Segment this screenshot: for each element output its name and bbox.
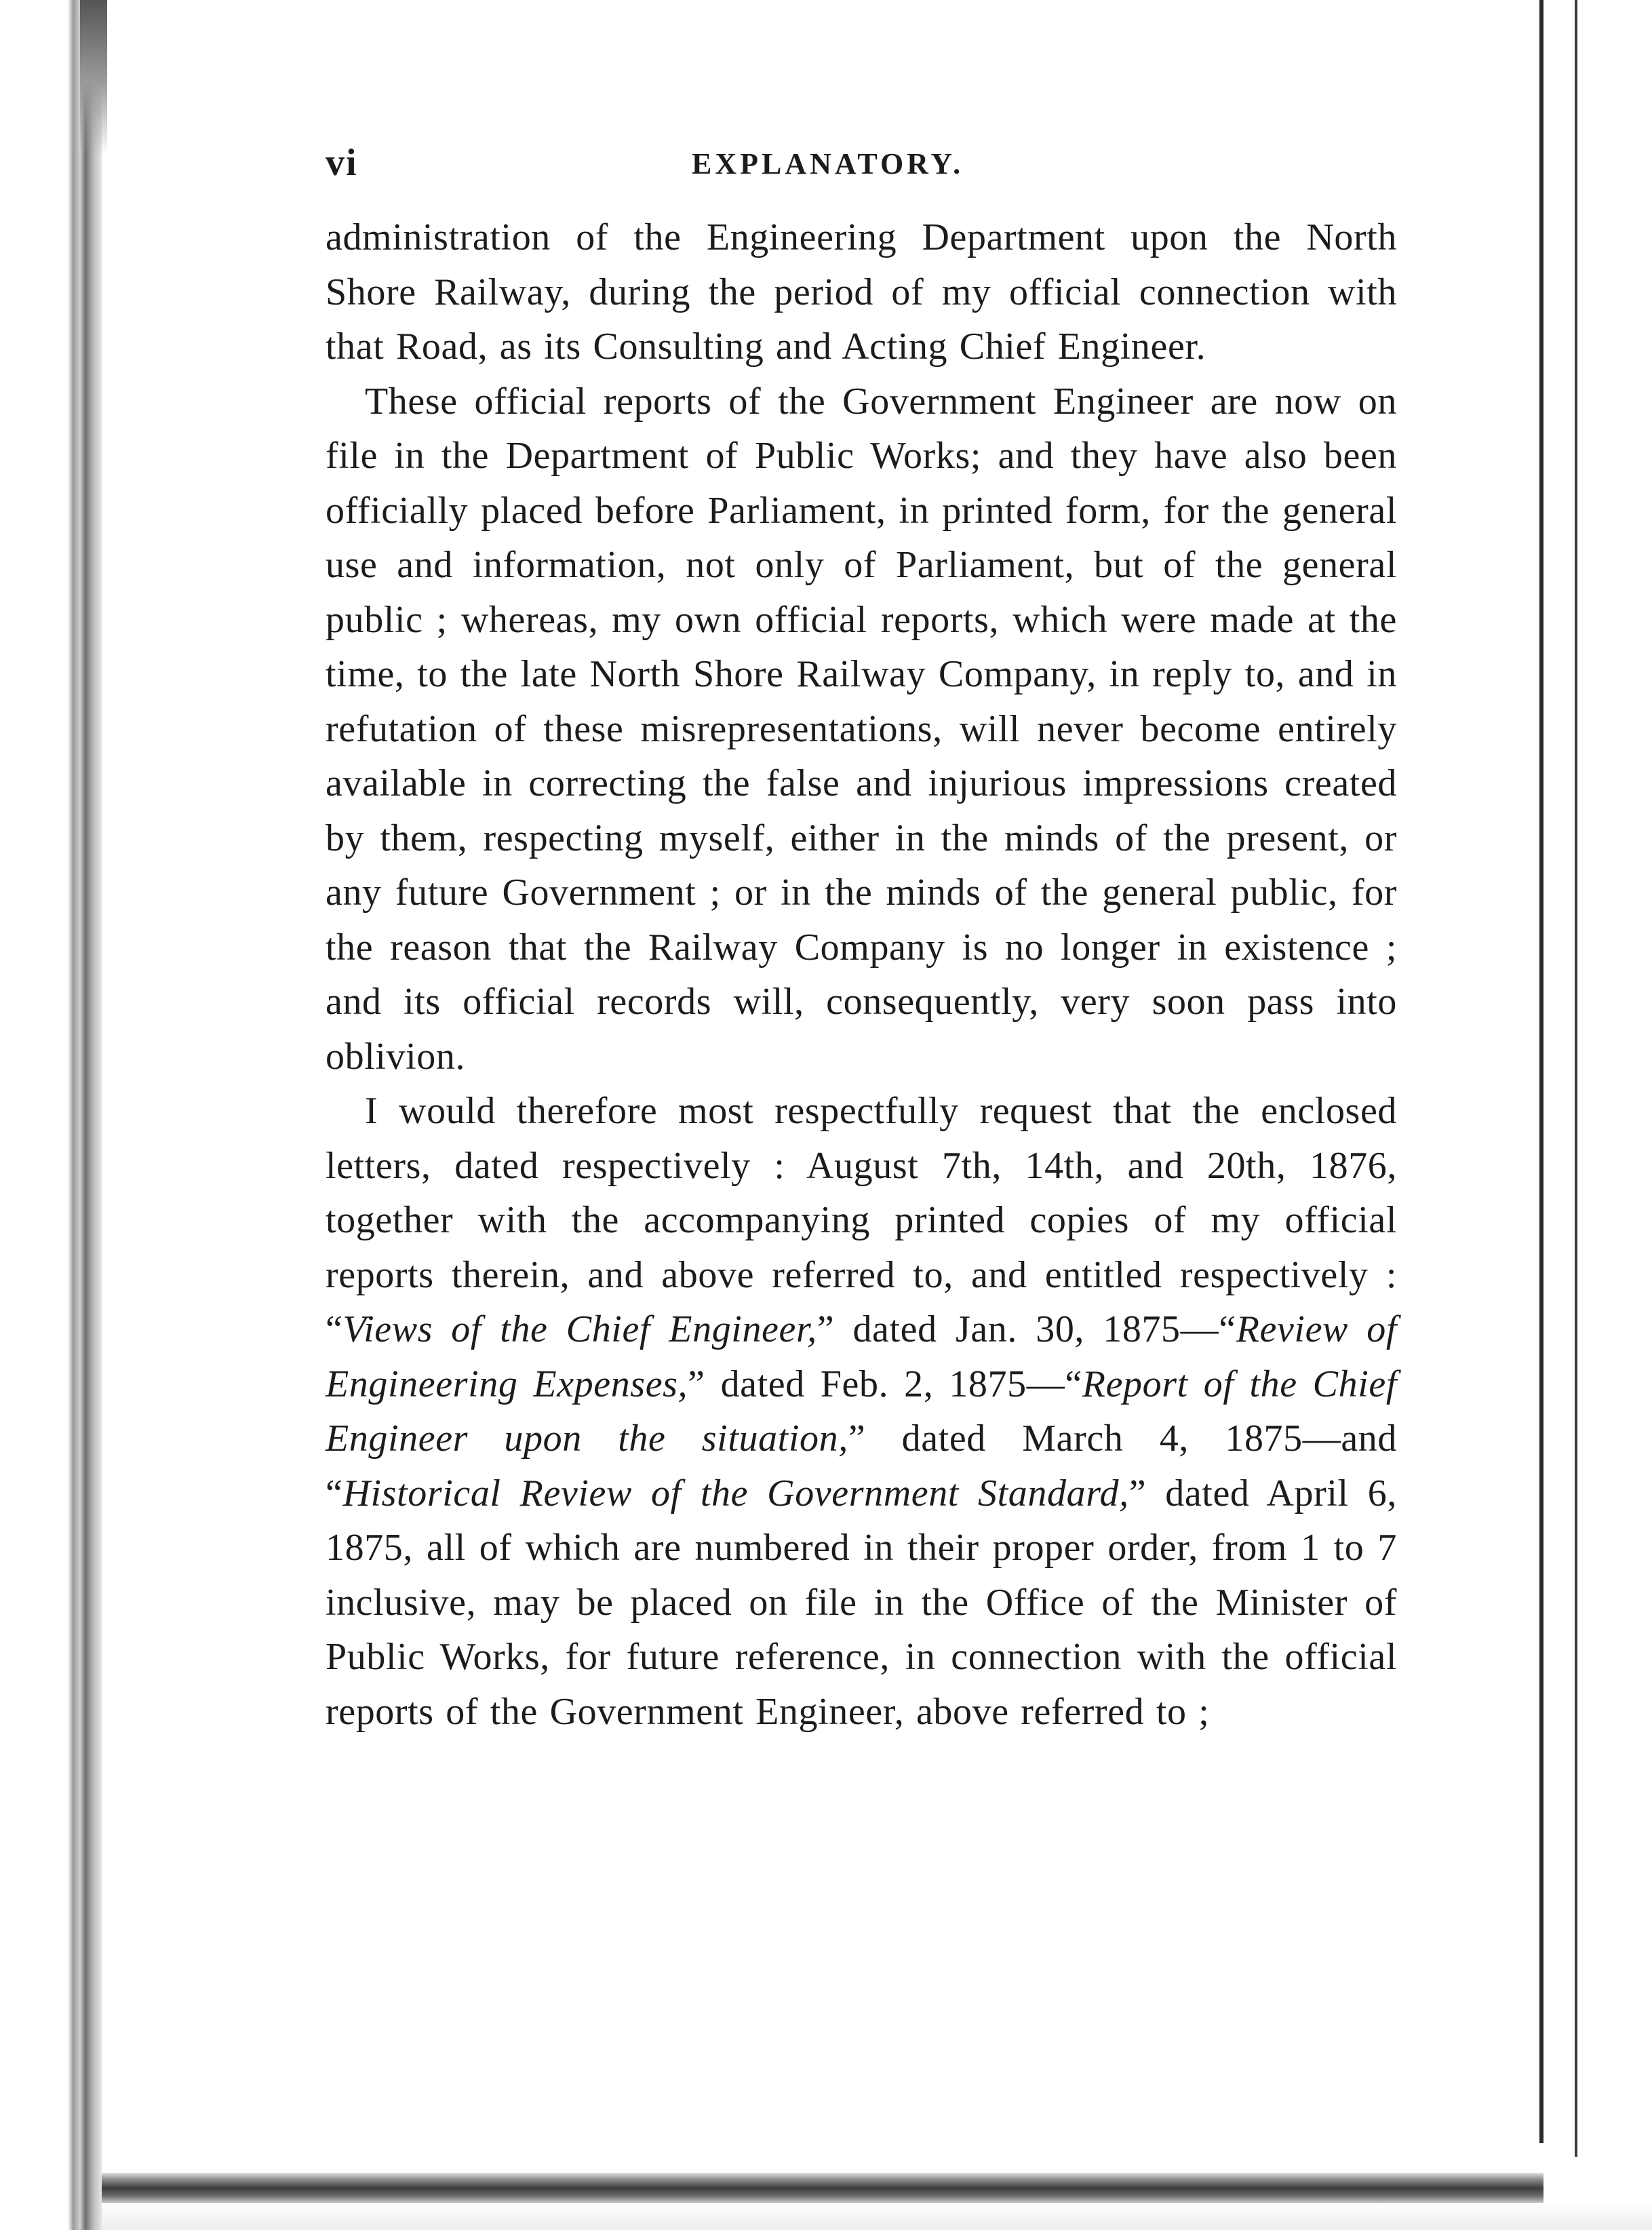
report-title-views: Views of the Chief Engineer, xyxy=(342,1308,817,1350)
paragraph-3-part-2: ” dated Jan. 30, 1875—“ xyxy=(817,1308,1236,1350)
binding-shadow-top xyxy=(80,0,107,156)
paragraph-3-part-5: ” dated April 6, 1875, all of which are numbered in their proper order, from 1 to 7 inclusive, may be placed on file in the Office of the Minister of Public Works, for future reference, in connection with the official reports of the Government Engineer, above referred to ; xyxy=(326,1472,1397,1733)
book-page xyxy=(326,102,1397,1739)
paragraph-2 xyxy=(326,374,1397,1084)
report-title-historical: Historical Review of the Government Standard, xyxy=(342,1472,1129,1514)
page-binding-shadow xyxy=(0,0,102,2230)
paragraph-1-text: administration of the Engineering Department upon the North Shore Railway, during the period of my official connection with that Road, as its Consulting and Acting Chief Engineer. xyxy=(326,216,1397,368)
bottom-margin xyxy=(102,2203,1652,2230)
paragraph-3-part-1: I would therefore most respectfully request that the enclosed letters, dated respectively : August 7th, 14th, and 20th, 1876, together with the accompanying printed copies of my official reports therein, and above referred to, and entitled respectively : “ xyxy=(326,1090,1397,1350)
page-number: vi xyxy=(326,142,358,184)
paragraph-1 xyxy=(326,210,1397,374)
paragraph-2-text: These official reports of the Government Engineer are now on file in the Department of Public Works; and they have also been officially placed before Parliament, in printed form, for the general use and information, not only of Parliament, but of the general public ; whereas, my own official reports, which were made at the time, to the late North Shore Railway Company, in reply to, and in refutation of these misrepresentations, will never become entirely available in correcting the false and injurious impressions created by them, respecting myself, either in the minds of the present, or any future Government ; or in the minds of the general public, for the reason that the Railway Company is no longer in existence ; and its official records will, consequently, very soon pass into oblivion. xyxy=(326,380,1397,1078)
page-edge-line xyxy=(1539,0,1543,2143)
report-title-situation: Report of the Chief Engineer upon the situation, xyxy=(326,1363,1397,1460)
paragraph-3 xyxy=(326,1084,1397,1739)
body-text xyxy=(326,210,1397,1739)
report-title-review: Review of Engineering Expenses, xyxy=(326,1308,1397,1405)
paragraph-3-part-4: ” dated March 4, 1875—and “ xyxy=(326,1417,1397,1514)
page-bottom-edge xyxy=(102,2173,1543,2203)
paragraph-3-part-3: ” dated Feb. 2, 1875—“ xyxy=(688,1363,1082,1405)
page-edge-line-outer xyxy=(1575,0,1577,2157)
running-head xyxy=(326,102,1397,184)
running-title: EXPLANATORY. xyxy=(692,147,964,180)
